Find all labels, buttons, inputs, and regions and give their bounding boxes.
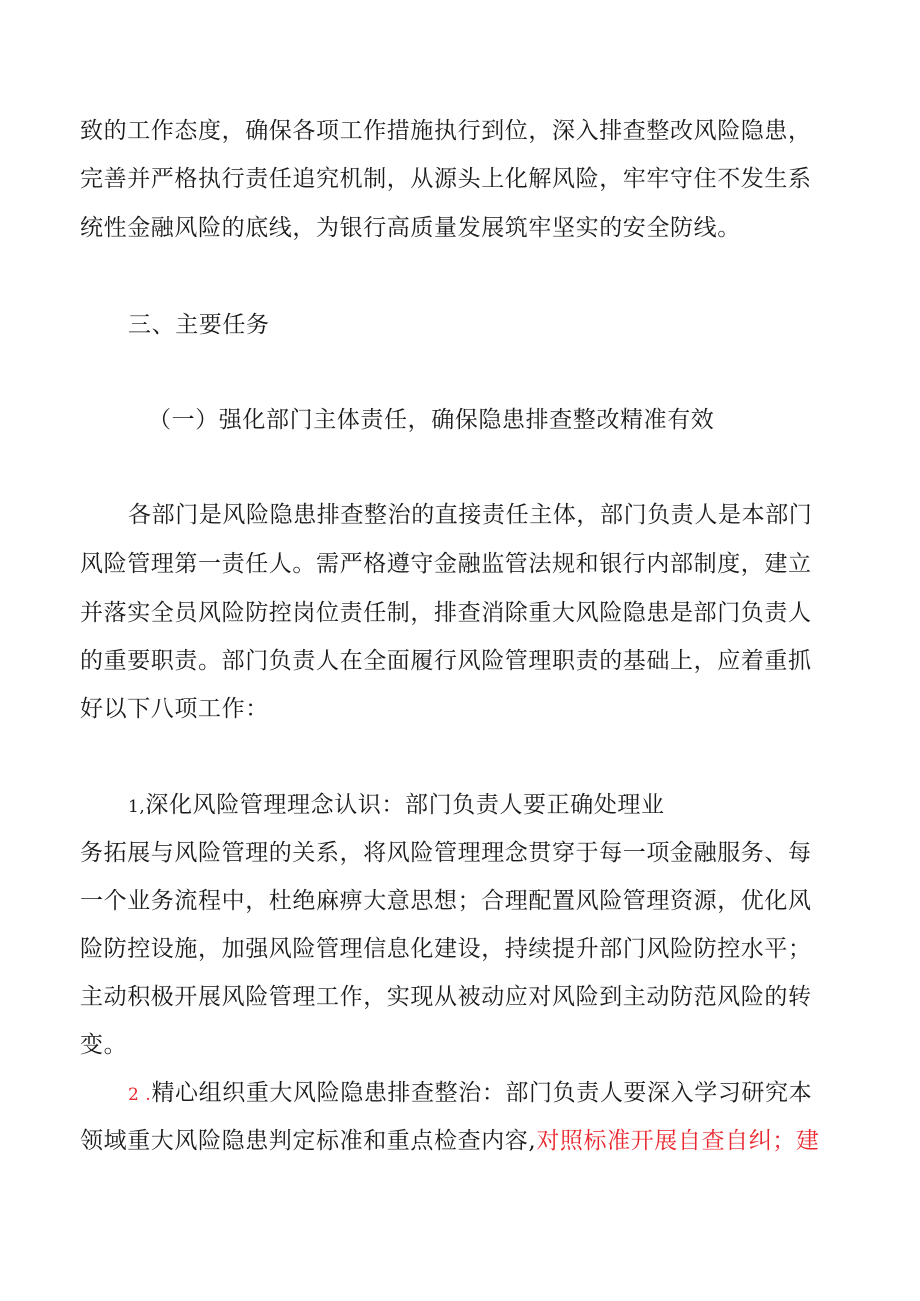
item2-line2-text: 领域重大风险隐患判定标准和重点检查内容, <box>80 1128 537 1154</box>
intro-line-3: 统性金融风险的底线，为银行高质量发展筑牢坚实的安全防线。 <box>80 215 741 241</box>
item1-line-6: 变。 <box>80 1032 128 1058</box>
item1-first-text: 深化风险管理理念认识：部门负责人要正确处理业 <box>145 792 665 818</box>
intro-line-1: 致的工作态度，确保各项工作措施执行到位，深入排查整改风险隐患， <box>80 118 812 144</box>
dept-line-2: 风险管理第一责任人。需严格遵守金融监管法规和银行内部制度，建立 <box>80 551 812 577</box>
item1-line-5: 主动积极开展风险管理工作，实现从被动应对风险到主动防范风险的转 <box>80 984 812 1010</box>
intro-line-2: 完善并严格执行责任追究机制，从源头上化解风险，牢牢守住不发生系 <box>80 166 812 192</box>
item2-line-2 <box>80 1126 820 1156</box>
item1-line-3: 一个业务流程中，杜绝麻痹大意思想；合理配置风险管理资源，优化风 <box>80 888 812 914</box>
item1-line-1 <box>128 790 868 822</box>
dept-line-5: 好以下八项工作： <box>80 696 269 722</box>
dept-line-1: 各部门是风险隐患排查整治的直接责任主体，部门负责人是本部门 <box>128 502 813 528</box>
subsection-heading: （一）强化部门主体责任，确保隐患排查整改精准有效 <box>148 407 715 433</box>
dept-line-4: 的重要职责。部门负责人在全面履行风险管理职责的基础上，应着重抓 <box>80 648 812 674</box>
item1-line-4: 险防控设施，加强风险管理信息化建设，持续提升部门风险防控水平； <box>80 936 812 962</box>
item2-line2-highlight: 对照标准开展自查自纠；建 <box>536 1128 820 1154</box>
item1-number: 1, <box>128 797 146 817</box>
item2-line-1 <box>128 1078 868 1110</box>
item2-number: 2 . <box>128 1085 152 1105</box>
item2-first-text: 精心组织重大风险隐患排查整治：部门负责人要深入学习研究本 <box>151 1080 813 1106</box>
section-heading: 三、主要任务 <box>128 312 270 338</box>
item1-line-2: 务拓展与风险管理的关系，将风险管理理念贯穿于每一项金融服务、每 <box>80 840 812 866</box>
dept-line-3: 并落实全员风险防控岗位责任制，排查消除重大风险隐患是部门负责人 <box>80 600 812 626</box>
